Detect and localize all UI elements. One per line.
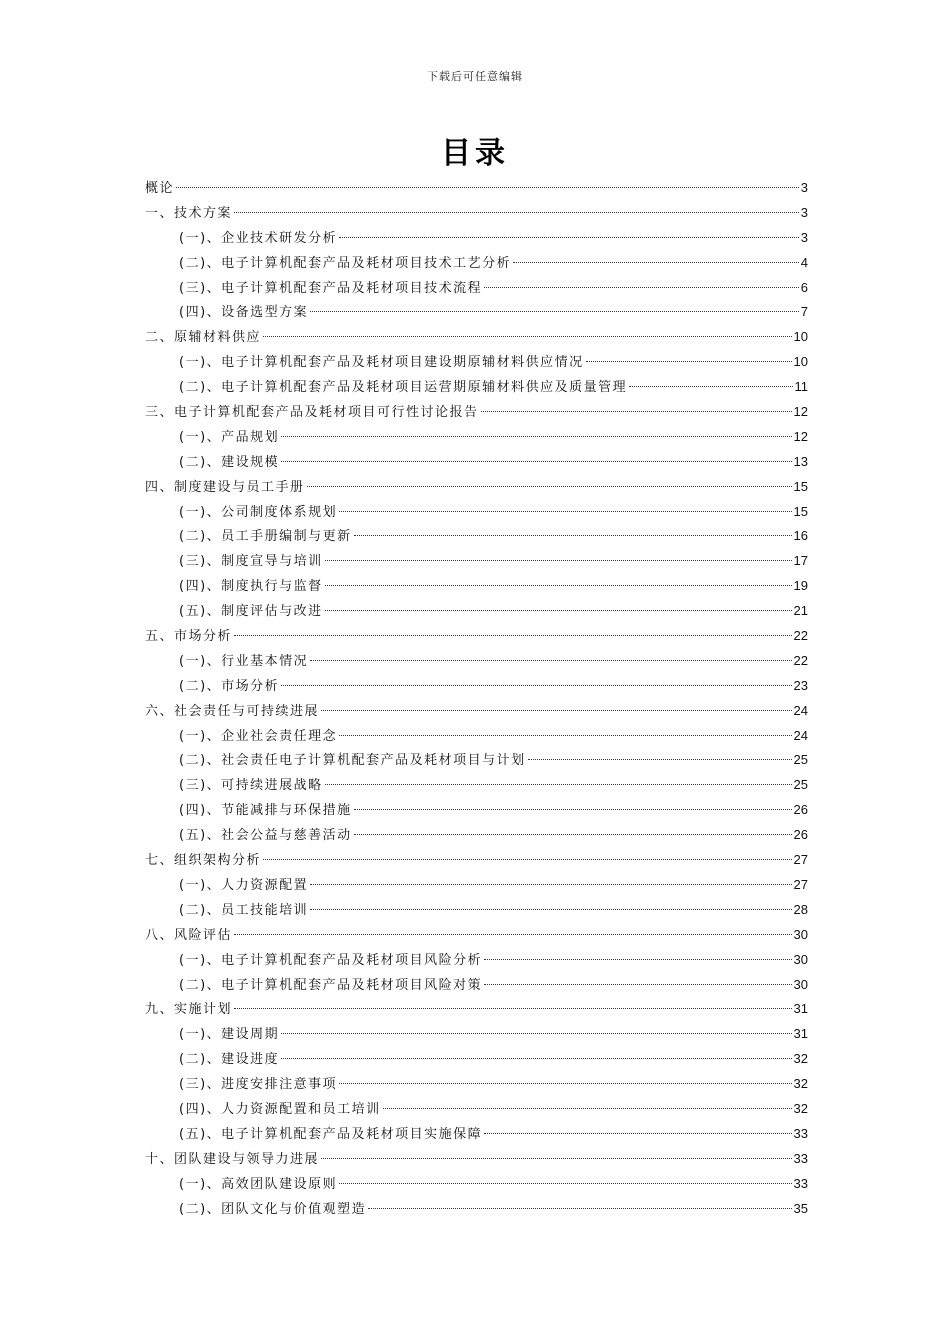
- toc-entry-page: 28: [793, 901, 808, 917]
- toc-entry-label: (一)、行业基本情况: [179, 653, 309, 669]
- toc-subentry[interactable]: [145, 973, 808, 998]
- dot-leader: [176, 187, 799, 188]
- toc-subentry[interactable]: [145, 425, 808, 450]
- dot-leader: [234, 635, 792, 636]
- toc-entry-label: (四)、人力资源配置和员工培训: [179, 1101, 381, 1117]
- dot-leader: [310, 660, 791, 661]
- dot-leader: [484, 984, 791, 985]
- toc-entry[interactable]: [145, 624, 808, 649]
- toc-entry-page: 33: [793, 1150, 808, 1166]
- toc-subentry[interactable]: [145, 748, 808, 773]
- table-of-contents: [145, 176, 808, 1221]
- dot-leader: [354, 809, 792, 810]
- toc-entry-page: 30: [793, 976, 808, 992]
- toc-entry-page: 12: [793, 404, 808, 420]
- toc-subentry[interactable]: [145, 1197, 808, 1222]
- toc-subentry[interactable]: [145, 251, 808, 276]
- toc-entry-label: (五)、制度评估与改进: [179, 604, 323, 620]
- dot-leader: [281, 436, 791, 437]
- toc-entry[interactable]: [145, 848, 808, 873]
- toc-entry-page: 33: [793, 1125, 808, 1141]
- toc-entry-label: (四)、设备选型方案: [179, 305, 309, 321]
- toc-entry-page: 35: [793, 1200, 808, 1216]
- toc-entry-page: 3: [800, 180, 808, 195]
- dot-leader: [281, 461, 791, 462]
- toc-entry-label: (一)、企业社会责任理念: [179, 728, 338, 744]
- toc-entry-label: (一)、人力资源配置: [179, 877, 309, 893]
- toc-subentry[interactable]: [145, 1022, 808, 1047]
- toc-entry-label: (二)、电子计算机配套产品及耗材项目技术工艺分析: [179, 255, 512, 271]
- toc-entry-page: 10: [793, 354, 808, 370]
- dot-leader: [281, 1058, 791, 1059]
- toc-entry-page: 17: [793, 553, 808, 569]
- toc-entry-label: 四、制度建设与员工手册: [145, 479, 305, 495]
- toc-subentry[interactable]: [145, 1072, 808, 1097]
- page-header: 下载后可任意编辑: [427, 70, 523, 83]
- toc-subentry[interactable]: [145, 599, 808, 624]
- toc-subentry[interactable]: [145, 873, 808, 898]
- toc-entry-label: (一)、产品规划: [179, 429, 280, 445]
- dot-leader: [354, 535, 792, 536]
- dot-leader: [234, 934, 792, 935]
- dot-leader: [321, 710, 792, 711]
- dot-leader: [339, 735, 791, 736]
- toc-entry-label: (四)、制度执行与监督: [179, 579, 323, 595]
- dot-leader: [513, 262, 799, 263]
- toc-entry-label: (二)、电子计算机配套产品及耗材项目风险对策: [179, 977, 483, 993]
- dot-leader: [629, 386, 792, 387]
- toc-entry-page: 3: [800, 229, 808, 245]
- toc-subentry[interactable]: [145, 574, 808, 599]
- toc-entry-page: 4: [800, 254, 808, 270]
- dot-leader: [339, 237, 799, 238]
- toc-entry-page: 31: [793, 1026, 808, 1042]
- toc-entry-label: (五)、电子计算机配套产品及耗材项目实施保障: [179, 1126, 483, 1142]
- toc-subentry[interactable]: [145, 773, 808, 798]
- toc-entry-page: 25: [793, 777, 808, 793]
- dot-leader: [325, 585, 792, 586]
- toc-subentry[interactable]: [145, 1047, 808, 1072]
- dot-leader: [281, 1033, 791, 1034]
- dot-leader: [528, 759, 792, 760]
- dot-leader: [310, 311, 799, 312]
- toc-entry[interactable]: [145, 176, 808, 201]
- toc-entry-label: (二)、社会责任电子计算机配套产品及耗材项目与计划: [179, 753, 526, 769]
- toc-entry-page: 19: [793, 578, 808, 594]
- toc-entry-page: 33: [793, 1175, 808, 1191]
- dot-leader: [263, 336, 792, 337]
- toc-subentry[interactable]: [145, 450, 808, 475]
- toc-entry[interactable]: [145, 923, 808, 948]
- dot-leader: [368, 1208, 791, 1209]
- toc-entry-page: 3: [800, 204, 808, 220]
- toc-subentry[interactable]: [145, 898, 808, 923]
- dot-leader: [307, 486, 792, 487]
- dot-leader: [484, 1133, 791, 1134]
- dot-leader: [281, 685, 791, 686]
- toc-entry-page: 30: [793, 926, 808, 942]
- toc-entry-page: 32: [793, 1100, 808, 1116]
- dot-leader: [325, 560, 792, 561]
- toc-entry-label: 一、技术方案: [145, 205, 233, 221]
- toc-entry-label: (二)、电子计算机配套产品及耗材项目运营期原辅材料供应及质量管理: [179, 380, 628, 396]
- toc-entry-label: 八、风险评估: [145, 927, 233, 943]
- toc-entry-label: 七、组织架构分析: [145, 853, 262, 869]
- dot-leader: [481, 411, 792, 412]
- toc-subentry[interactable]: [145, 823, 808, 848]
- toc-entry-page: 22: [793, 628, 808, 644]
- toc-subentry[interactable]: [145, 649, 808, 674]
- dot-leader: [263, 859, 792, 860]
- toc-entry-label: (二)、市场分析: [179, 678, 280, 694]
- toc-entry-page: 10: [793, 329, 808, 345]
- toc-entry-label: 十、团队建设与领导力进展: [145, 1151, 320, 1167]
- toc-subentry[interactable]: [145, 500, 808, 525]
- toc-entry[interactable]: [145, 325, 808, 350]
- toc-entry-label: (一)、建设周期: [179, 1027, 280, 1043]
- toc-entry-label: (一)、企业技术研发分析: [179, 230, 338, 246]
- toc-entry-page: 15: [793, 478, 808, 494]
- toc-subentry[interactable]: [145, 524, 808, 549]
- toc-entry-label: 九、实施计划: [145, 1002, 233, 1018]
- toc-entry[interactable]: [145, 997, 808, 1022]
- toc-entry[interactable]: [145, 699, 808, 724]
- toc-subentry[interactable]: [145, 549, 808, 574]
- toc-entry-label: (一)、电子计算机配套产品及耗材项目建设期原辅材料供应情况: [179, 355, 584, 371]
- toc-entry-page: 31: [793, 1001, 808, 1017]
- toc-entry-label: (三)、电子计算机配套产品及耗材项目技术流程: [179, 280, 483, 296]
- dot-leader: [484, 959, 791, 960]
- toc-entry-page: 25: [793, 752, 808, 768]
- dot-leader: [586, 361, 792, 362]
- dot-leader: [310, 884, 791, 885]
- toc-entry-page: 15: [793, 503, 808, 519]
- toc-subentry[interactable]: [145, 674, 808, 699]
- toc-subentry[interactable]: [145, 948, 808, 973]
- dot-leader: [484, 287, 799, 288]
- toc-entry-label: (二)、员工技能培训: [179, 902, 309, 918]
- toc-entry-page: 21: [793, 603, 808, 619]
- dot-leader: [325, 784, 792, 785]
- toc-entry-label: (二)、团队文化与价值观塑造: [179, 1201, 367, 1217]
- toc-entry-page: 24: [793, 702, 808, 718]
- toc-entry-page: 7: [800, 304, 808, 320]
- toc-entry-label: (三)、制度宣导与培训: [179, 554, 323, 570]
- dot-leader: [339, 1183, 791, 1184]
- toc-entry-label: (三)、进度安排注意事项: [179, 1077, 338, 1093]
- toc-entry-page: 26: [793, 827, 808, 843]
- toc-entry-label: (二)、建设进度: [179, 1052, 280, 1068]
- toc-subentry[interactable]: [145, 350, 808, 375]
- toc-entry-page: 32: [793, 1051, 808, 1067]
- toc-entry-page: 24: [793, 727, 808, 743]
- dot-leader: [325, 610, 792, 611]
- toc-entry-page: 16: [793, 528, 808, 544]
- toc-entry-label: 六、社会责任与可持续进展: [145, 703, 320, 719]
- toc-entry-page: 13: [793, 453, 808, 469]
- toc-entry-label: (一)、电子计算机配套产品及耗材项目风险分析: [179, 952, 483, 968]
- toc-entry-label: (三)、可持续进展战略: [179, 778, 323, 794]
- toc-subentry[interactable]: [145, 1097, 808, 1122]
- toc-entry-label: 五、市场分析: [145, 629, 233, 645]
- dot-leader: [234, 1008, 792, 1009]
- dot-leader: [234, 212, 799, 213]
- toc-entry-page: 11: [794, 379, 808, 395]
- toc-entry-label: (一)、高效团队建设原则: [179, 1176, 338, 1192]
- toc-subentry[interactable]: [145, 1122, 808, 1147]
- dot-leader: [354, 834, 792, 835]
- toc-entry-page: 22: [793, 652, 808, 668]
- toc-entry-page: 6: [800, 279, 808, 295]
- toc-entry-label: (四)、节能减排与环保措施: [179, 803, 352, 819]
- toc-subentry[interactable]: [145, 1172, 808, 1197]
- dot-leader: [339, 1083, 791, 1084]
- toc-entry-label: (五)、社会公益与慈善活动: [179, 828, 352, 844]
- toc-entry-label: (二)、员工手册编制与更新: [179, 529, 352, 545]
- toc-subentry[interactable]: [145, 724, 808, 749]
- toc-subentry[interactable]: [145, 798, 808, 823]
- toc-entry-page: 12: [793, 428, 808, 444]
- toc-entry-label: (二)、建设规模: [179, 454, 280, 470]
- toc-entry-page: 30: [793, 951, 808, 967]
- toc-entry-page: 32: [793, 1076, 808, 1092]
- toc-subentry[interactable]: [145, 300, 808, 325]
- toc-entry-label: 二、原辅材料供应: [145, 330, 262, 346]
- toc-entry-page: 23: [793, 677, 808, 693]
- toc-entry[interactable]: [145, 475, 808, 500]
- toc-subentry[interactable]: [145, 375, 808, 400]
- toc-entry-label: (一)、公司制度体系规划: [179, 504, 338, 520]
- toc-entry[interactable]: [145, 400, 808, 425]
- toc-entry-label: 概论: [145, 181, 175, 196]
- page-title: 目录: [441, 136, 509, 171]
- toc-subentry[interactable]: [145, 276, 808, 301]
- dot-leader: [383, 1108, 792, 1109]
- toc-entry-page: 27: [793, 876, 808, 892]
- toc-subentry[interactable]: [145, 226, 808, 251]
- toc-entry[interactable]: [145, 1147, 808, 1172]
- toc-entry-page: 26: [793, 802, 808, 818]
- dot-leader: [321, 1158, 792, 1159]
- toc-entry-page: 27: [793, 852, 808, 868]
- dot-leader: [339, 511, 791, 512]
- dot-leader: [310, 909, 791, 910]
- toc-entry[interactable]: [145, 201, 808, 226]
- toc-entry-label: 三、电子计算机配套产品及耗材项目可行性讨论报告: [145, 405, 479, 421]
